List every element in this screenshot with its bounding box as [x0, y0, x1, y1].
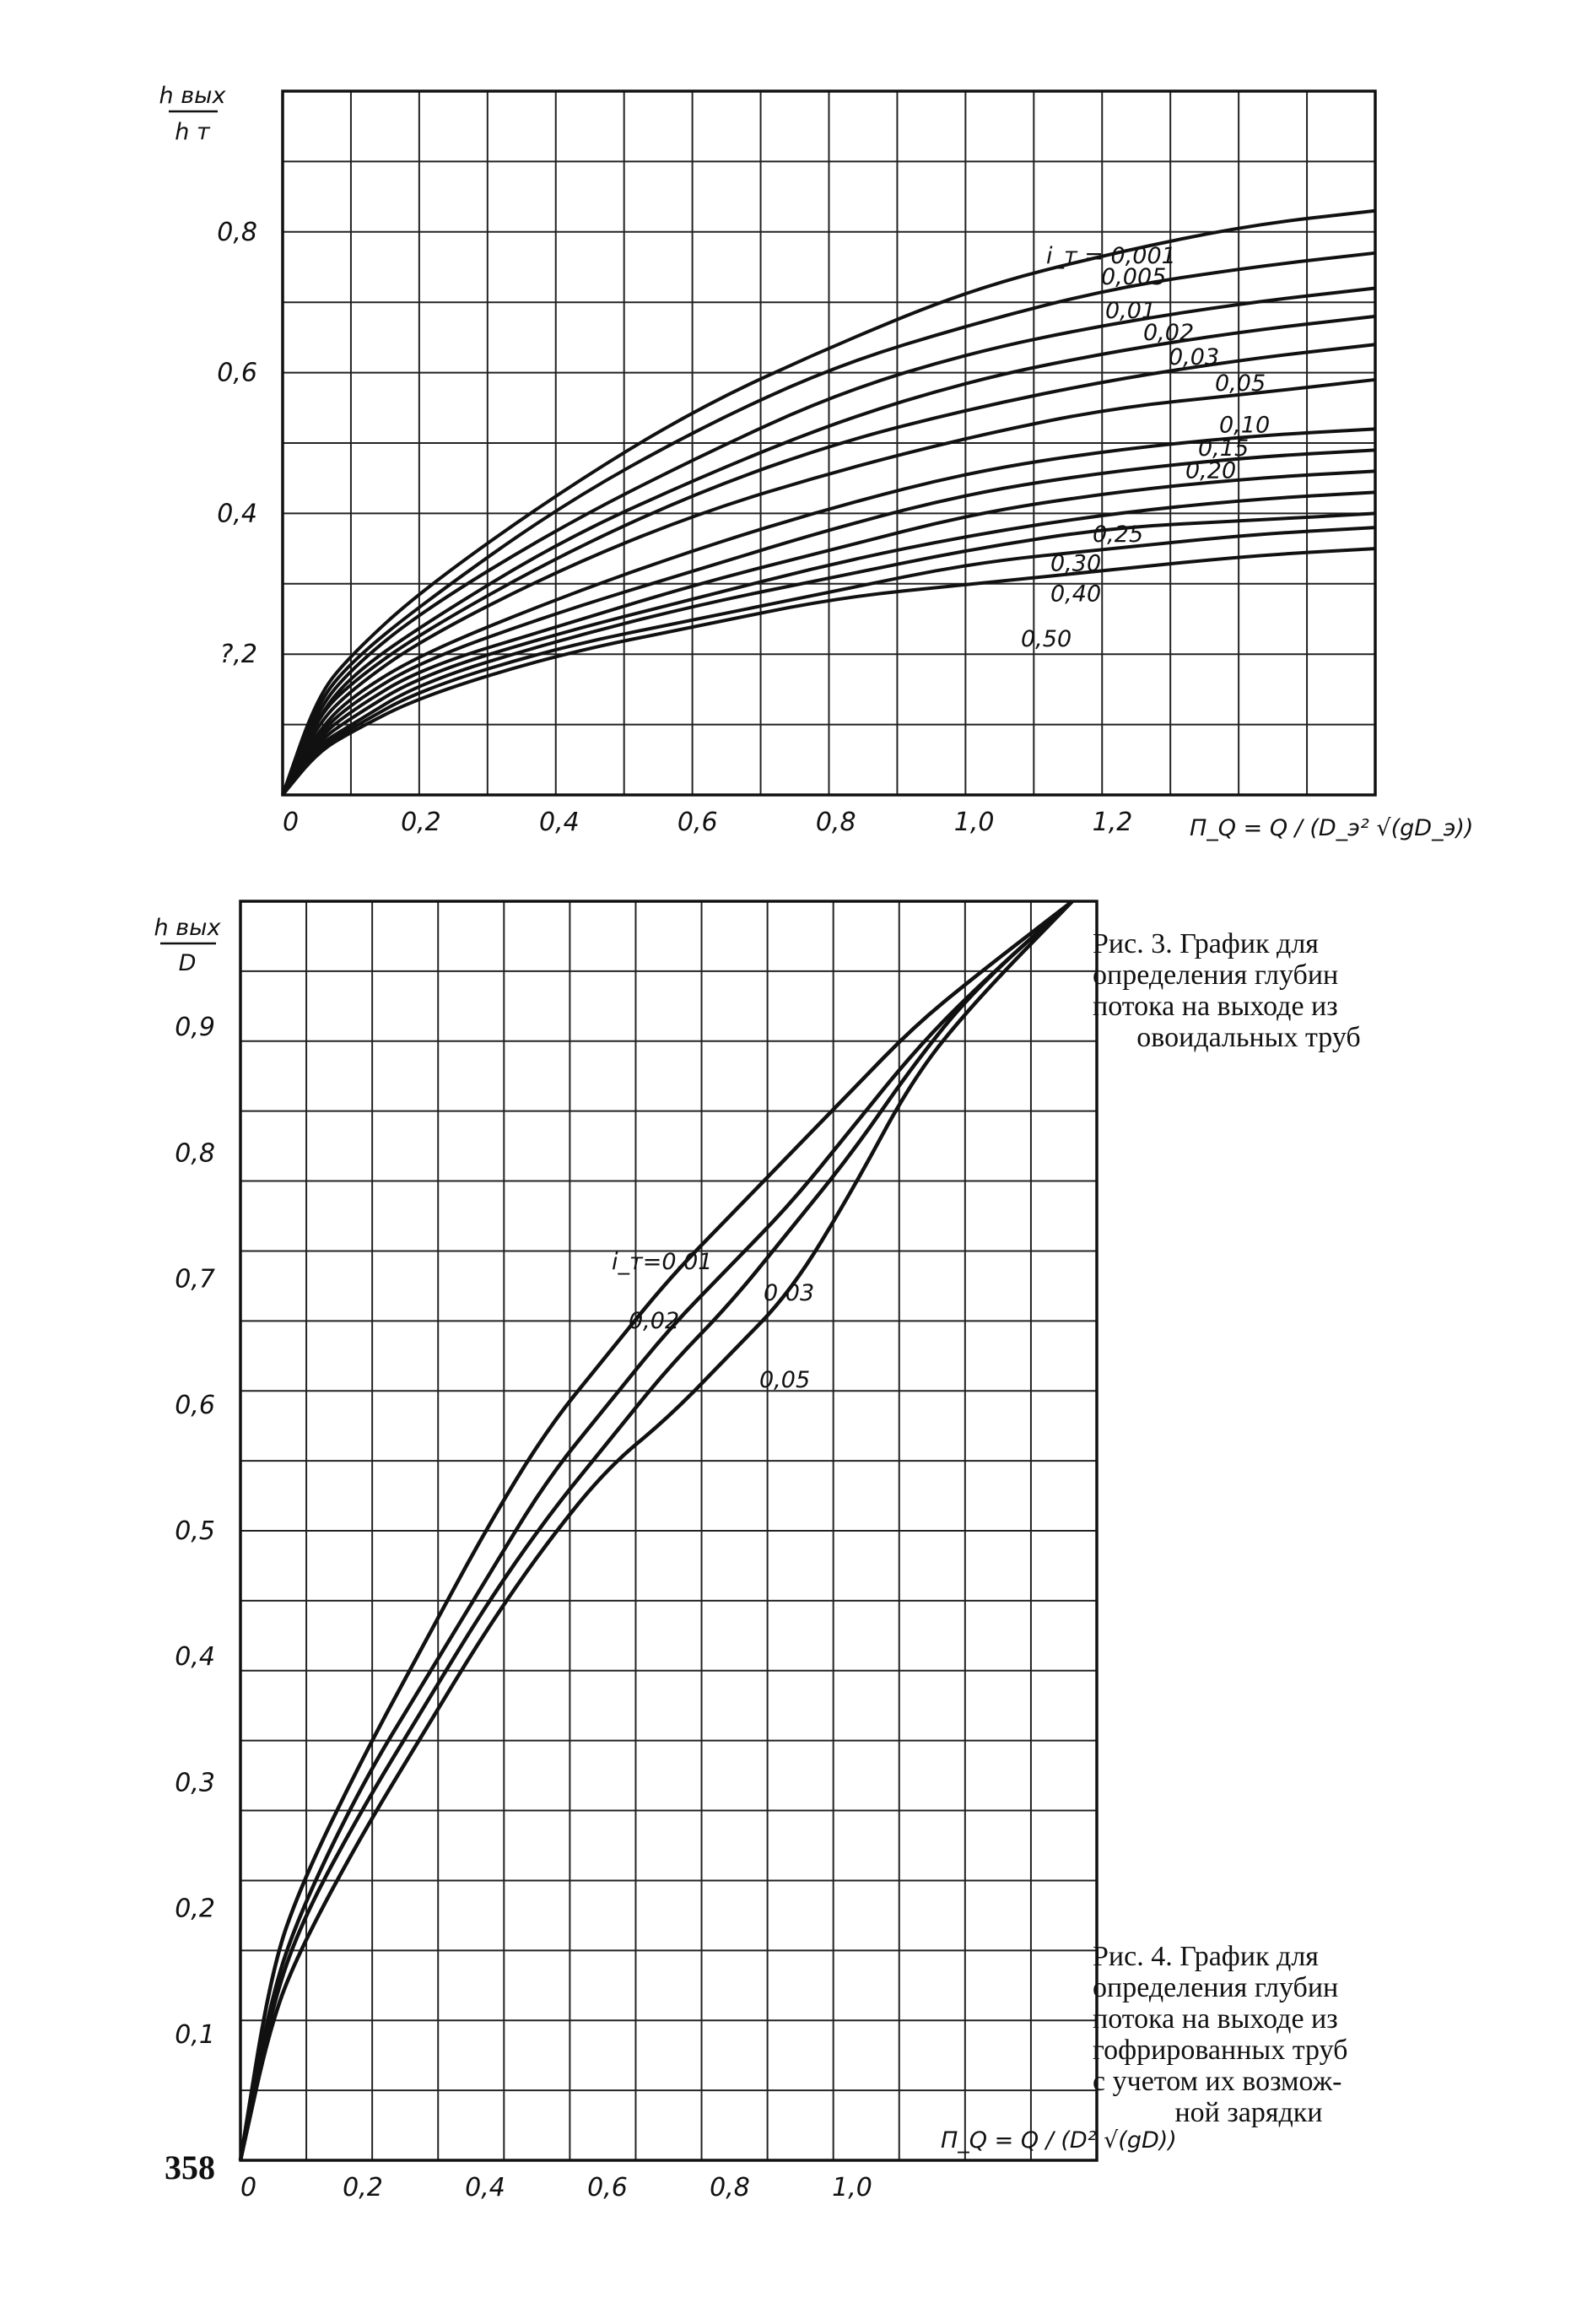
- x-tick-labels: [283, 808, 1132, 837]
- x-tick-label: 0,2: [343, 2173, 383, 2202]
- y-tick-label: 0,6: [175, 1390, 215, 1420]
- caption-line: ной зарядки: [1174, 2097, 1323, 2128]
- y-axis-title: [154, 915, 222, 976]
- y-tick-label: 0,4: [175, 1642, 215, 1673]
- y-tick-label: 0,8: [217, 217, 257, 247]
- caption-line: определения глубин: [1093, 959, 1339, 991]
- series-label: 0,50: [1021, 626, 1072, 653]
- grid: [240, 901, 1097, 2160]
- figure-caption-3: [1093, 928, 1405, 1053]
- y-axis-title-denominator: D: [178, 950, 197, 976]
- x-tick-label: 0,8: [815, 808, 856, 837]
- x-tick-label: 0,4: [538, 808, 580, 837]
- x-tick-label: 0: [283, 808, 300, 837]
- series-label: 0,03: [764, 1280, 815, 1307]
- y-tick-label: 0,9: [175, 1013, 215, 1043]
- y-tick-label: 0,1: [175, 2019, 215, 2050]
- series-label: 0,02: [1143, 320, 1195, 347]
- y-axis-title: [159, 83, 227, 145]
- series-label: 0,005: [1101, 263, 1167, 290]
- series-label: 0,03: [1169, 343, 1220, 370]
- y-tick-label: 0,2: [175, 1894, 215, 1924]
- y-axis-title-numerator: h вых: [154, 915, 221, 941]
- y-tick-label: 0,3: [175, 1768, 215, 1798]
- y-axis-title-numerator: h вых: [159, 83, 226, 109]
- series-label: i_т=0,01: [612, 1248, 713, 1275]
- caption-line: Рис. 3. График для: [1093, 928, 1319, 959]
- caption-line: гофрированных труб: [1093, 2035, 1348, 2066]
- series-label: 0,05: [759, 1367, 811, 1394]
- series-label: 0,15: [1198, 435, 1250, 462]
- series-label: 0,01: [1105, 297, 1157, 324]
- y-tick-label: ?,2: [219, 640, 257, 670]
- page-number: 358: [165, 2148, 215, 2186]
- series-label: 0,40: [1050, 581, 1102, 608]
- y-tick-label: 0,4: [217, 499, 257, 529]
- x-axis-title: П_Q = Q / (D² √(gD)): [941, 2127, 1177, 2154]
- x-tick-label: 0,6: [677, 808, 718, 837]
- caption-line: с учетом их возмож-: [1093, 2066, 1342, 2097]
- x-tick-label: 0,4: [465, 2173, 505, 2202]
- y-tick-label: 0,8: [175, 1138, 215, 1169]
- series-label: 0,05: [1215, 370, 1266, 397]
- series-label: 0,30: [1050, 550, 1102, 577]
- series-label: 0,25: [1093, 521, 1144, 548]
- x-tick-label: 0,6: [587, 2173, 628, 2202]
- series-label: 0,02: [629, 1307, 680, 1334]
- chart-ovoid-pipes: [159, 83, 1474, 841]
- x-tick-label: 1,2: [1092, 808, 1133, 837]
- x-tick-label: 0: [240, 2173, 257, 2202]
- x-tick-label: 1,0: [953, 808, 995, 837]
- x-tick-label: 1,0: [832, 2173, 872, 2202]
- caption-line: овоидальных труб: [1136, 1022, 1361, 1053]
- series-label: 0,20: [1185, 457, 1237, 484]
- x-tick-label: 0,8: [710, 2173, 750, 2202]
- caption-line: потока на выходе из: [1093, 2003, 1338, 2035]
- y-tick-label: 0,7: [175, 1264, 215, 1294]
- y-tick-label: 0,5: [175, 1516, 215, 1546]
- caption-line: определения глубин: [1093, 1972, 1339, 2003]
- x-tick-label: 0,2: [401, 808, 441, 837]
- figure-caption-4: [1093, 1941, 1405, 2128]
- x-axis-title: П_Q = Q / (D_э² √(gD_э)): [1190, 815, 1474, 841]
- series-label: i_т = 0,001: [1046, 242, 1176, 269]
- series-label: 0,10: [1219, 412, 1271, 439]
- y-axis-title-denominator: h т: [175, 119, 210, 145]
- x-tick-labels: [240, 2173, 872, 2202]
- y-tick-labels: [217, 218, 257, 669]
- chart-corrugated-pipes: [154, 901, 1177, 2202]
- y-tick-label: 0,6: [217, 358, 257, 388]
- caption-line: Рис. 4. График для: [1093, 1941, 1319, 1972]
- caption-line: потока на выходе из: [1093, 991, 1338, 1022]
- y-tick-labels: [175, 1013, 215, 2050]
